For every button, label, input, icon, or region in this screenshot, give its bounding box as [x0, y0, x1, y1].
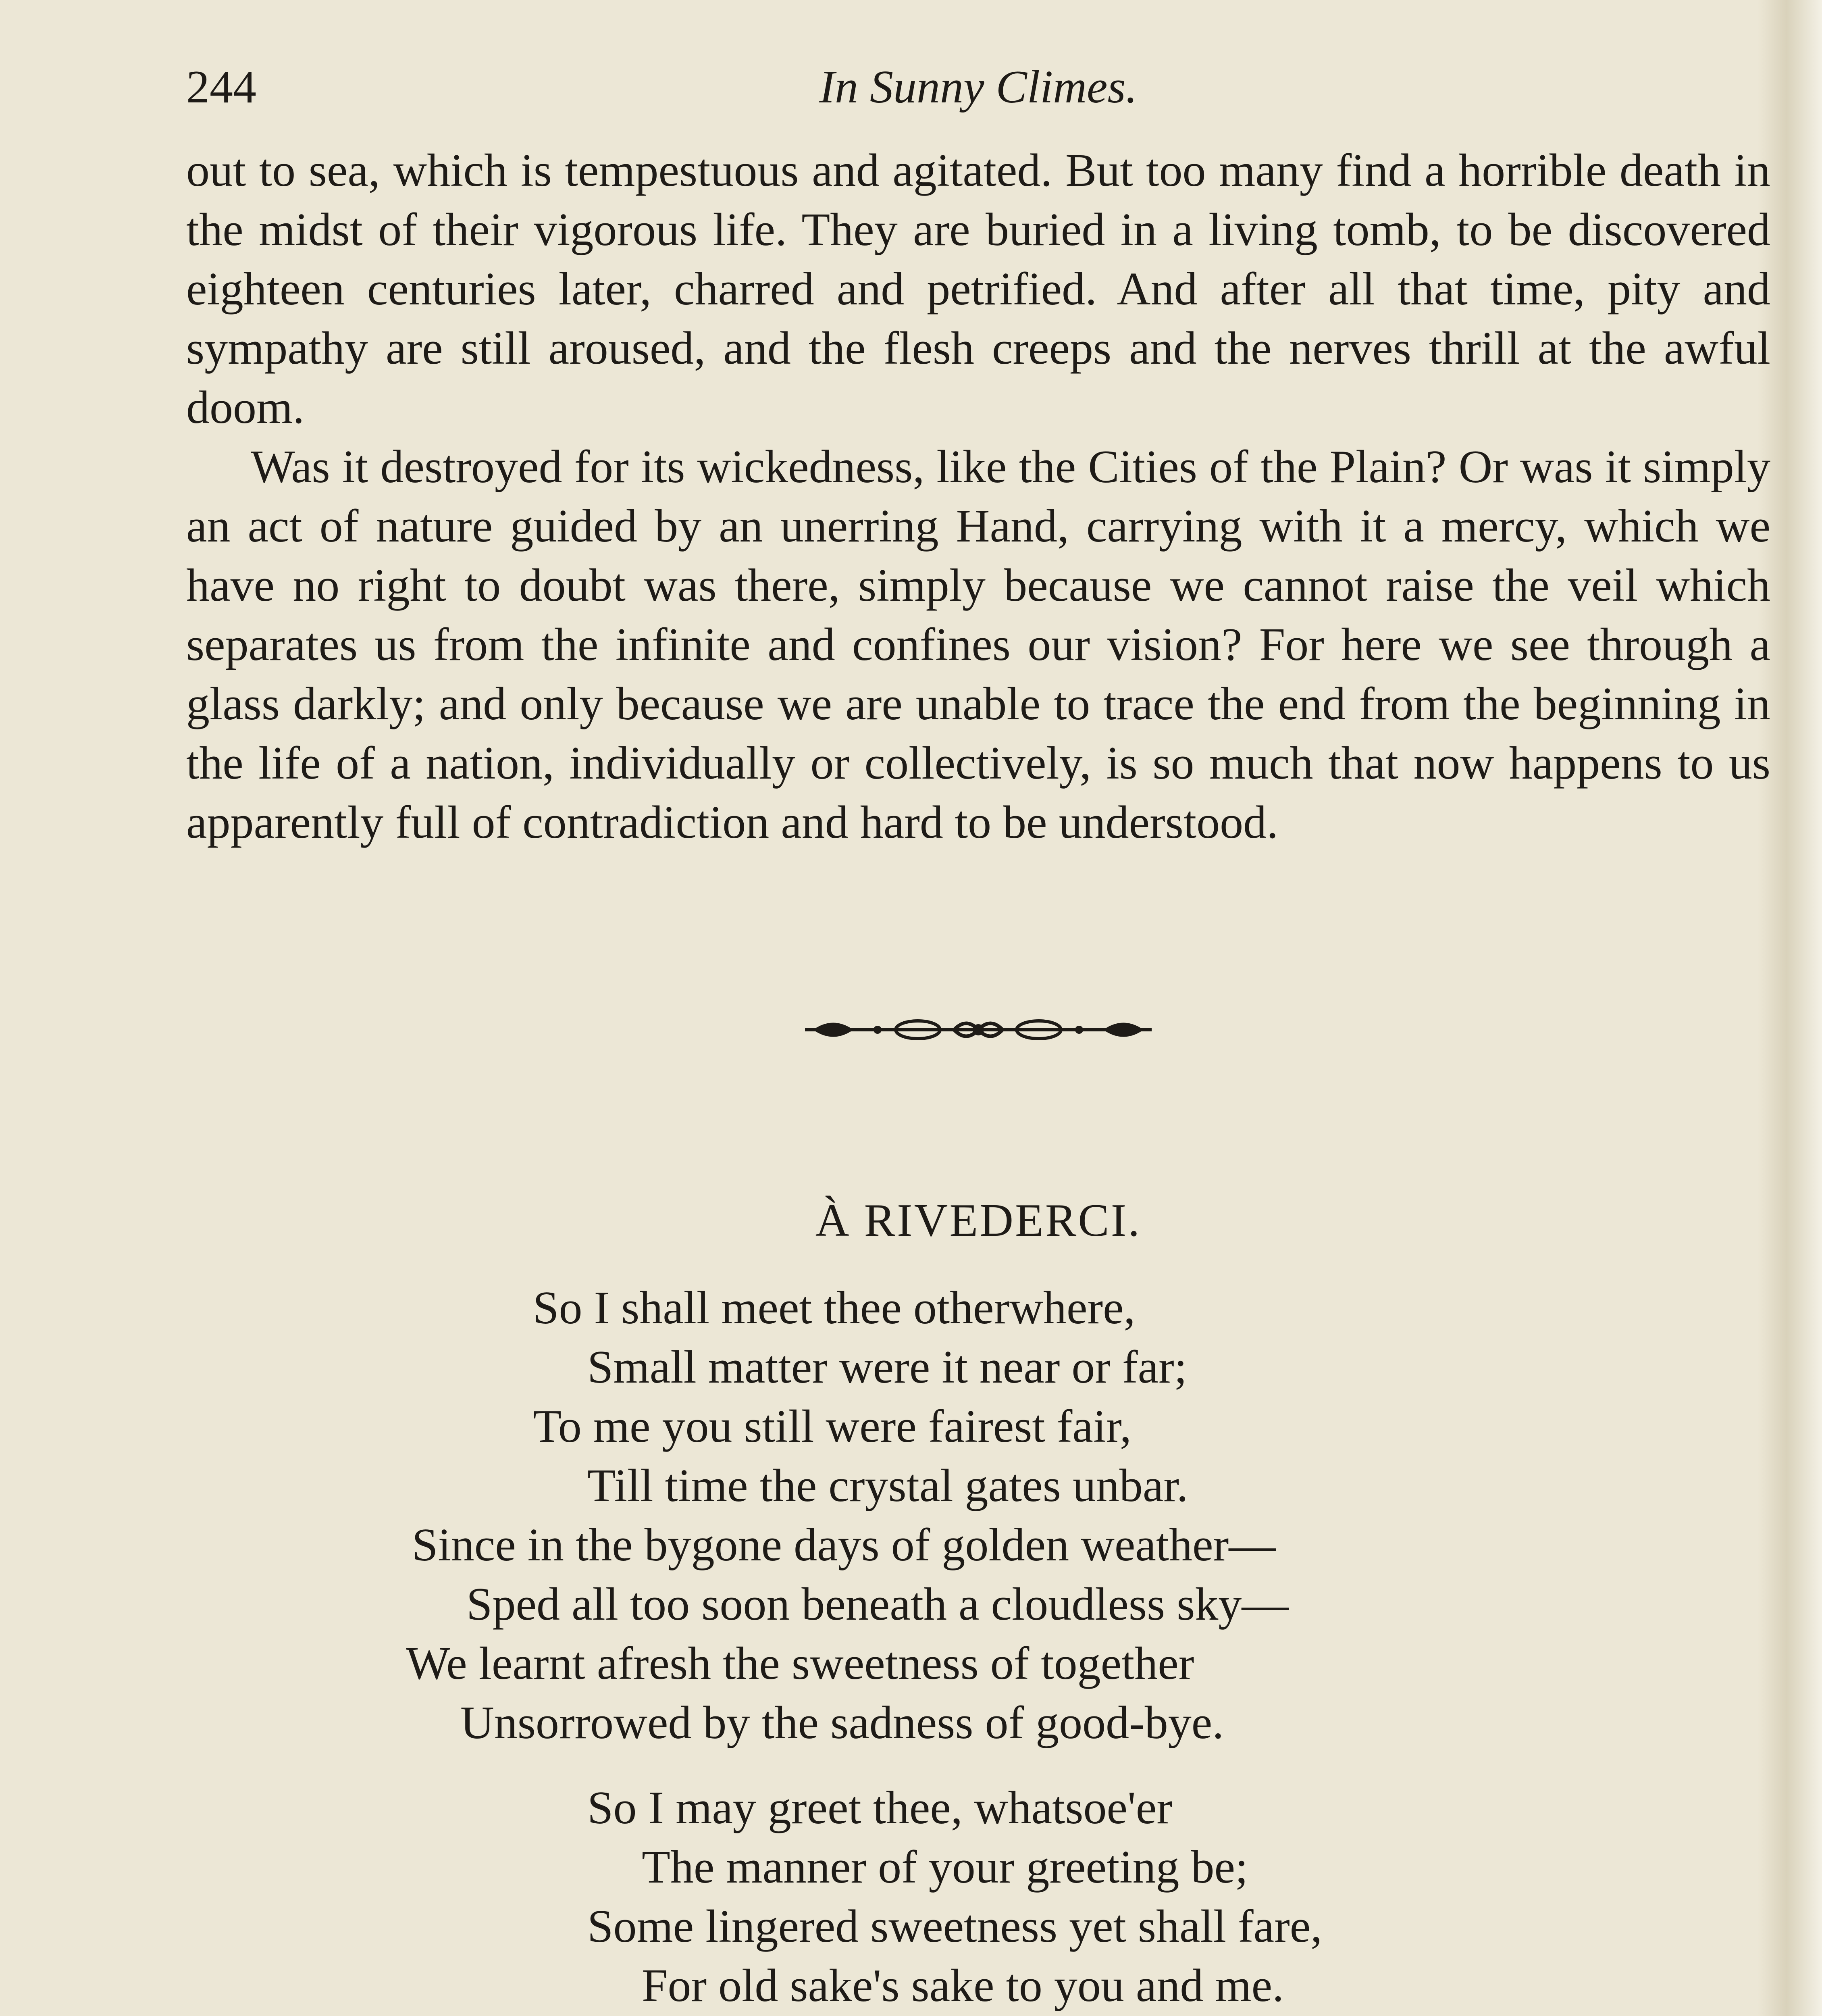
poem-title: À RIVEDERCI. — [815, 1195, 1142, 1246]
poem-line: To me you still were fairest fair, — [533, 1401, 1132, 1452]
poem-line: Till time the crystal gates unbar. — [587, 1460, 1188, 1512]
poem-line: Small matter were it near or far; — [587, 1341, 1188, 1393]
poem-line: We learnt afresh the sweetness of together — [406, 1638, 1194, 1689]
prose-paragraph: out to sea, which is tempestuous and agitated. But too many find a horrible death in the midst of their vigorous life. They are buried in a living tomb, to be discovered eighteen centuries later, charred and petrified. And after all that time, pity and sympathy are still aroused, and the flesh creeps and the nerves thrill at the awful doom. — [186, 145, 1770, 433]
page-number: 244 — [186, 61, 256, 113]
book-page — [186, 60, 1770, 2016]
poem-line: Sped all too soon beneath a cloudless sky— — [466, 1579, 1289, 1630]
poem-line: Some lingered sweetness yet shall fare, — [587, 1901, 1323, 1952]
poem-line: Since in the bygone days of golden weather— — [412, 1519, 1276, 1571]
poem-line: Unsorrowed by the sadness of good-bye. — [460, 1697, 1224, 1749]
poem-line: So I may greet thee, whatsoe'er — [587, 1782, 1173, 1834]
ornament-divider-icon — [797, 1014, 1160, 1046]
prose-paragraph: Was it destroyed for its wickedness, like the Cities of the Plain? Or was it simply an act of nature guided by an unerring Hand, carrying with it a mercy, which we have no right to doubt was there, simply because we cannot raise the veil which separates us from the infinite and confines our vision? For here we see through a glass darkly; and only because we are unable to trace the end from the beginning in the life of a nation, individually or collectively, is so much that now happens to us apparently full of contradiction and hard to be understood. — [186, 441, 1770, 848]
poem-line: For old sake's sake to you and me. — [642, 1960, 1284, 2012]
poem-line: The manner of your greeting be; — [642, 1841, 1248, 1893]
poem-line: So I shall meet thee otherwhere, — [533, 1282, 1136, 1334]
poem — [186, 1279, 1770, 2016]
running-head — [186, 60, 1770, 141]
prose-body — [186, 141, 1770, 852]
running-title: In Sunny Climes. — [819, 61, 1138, 113]
